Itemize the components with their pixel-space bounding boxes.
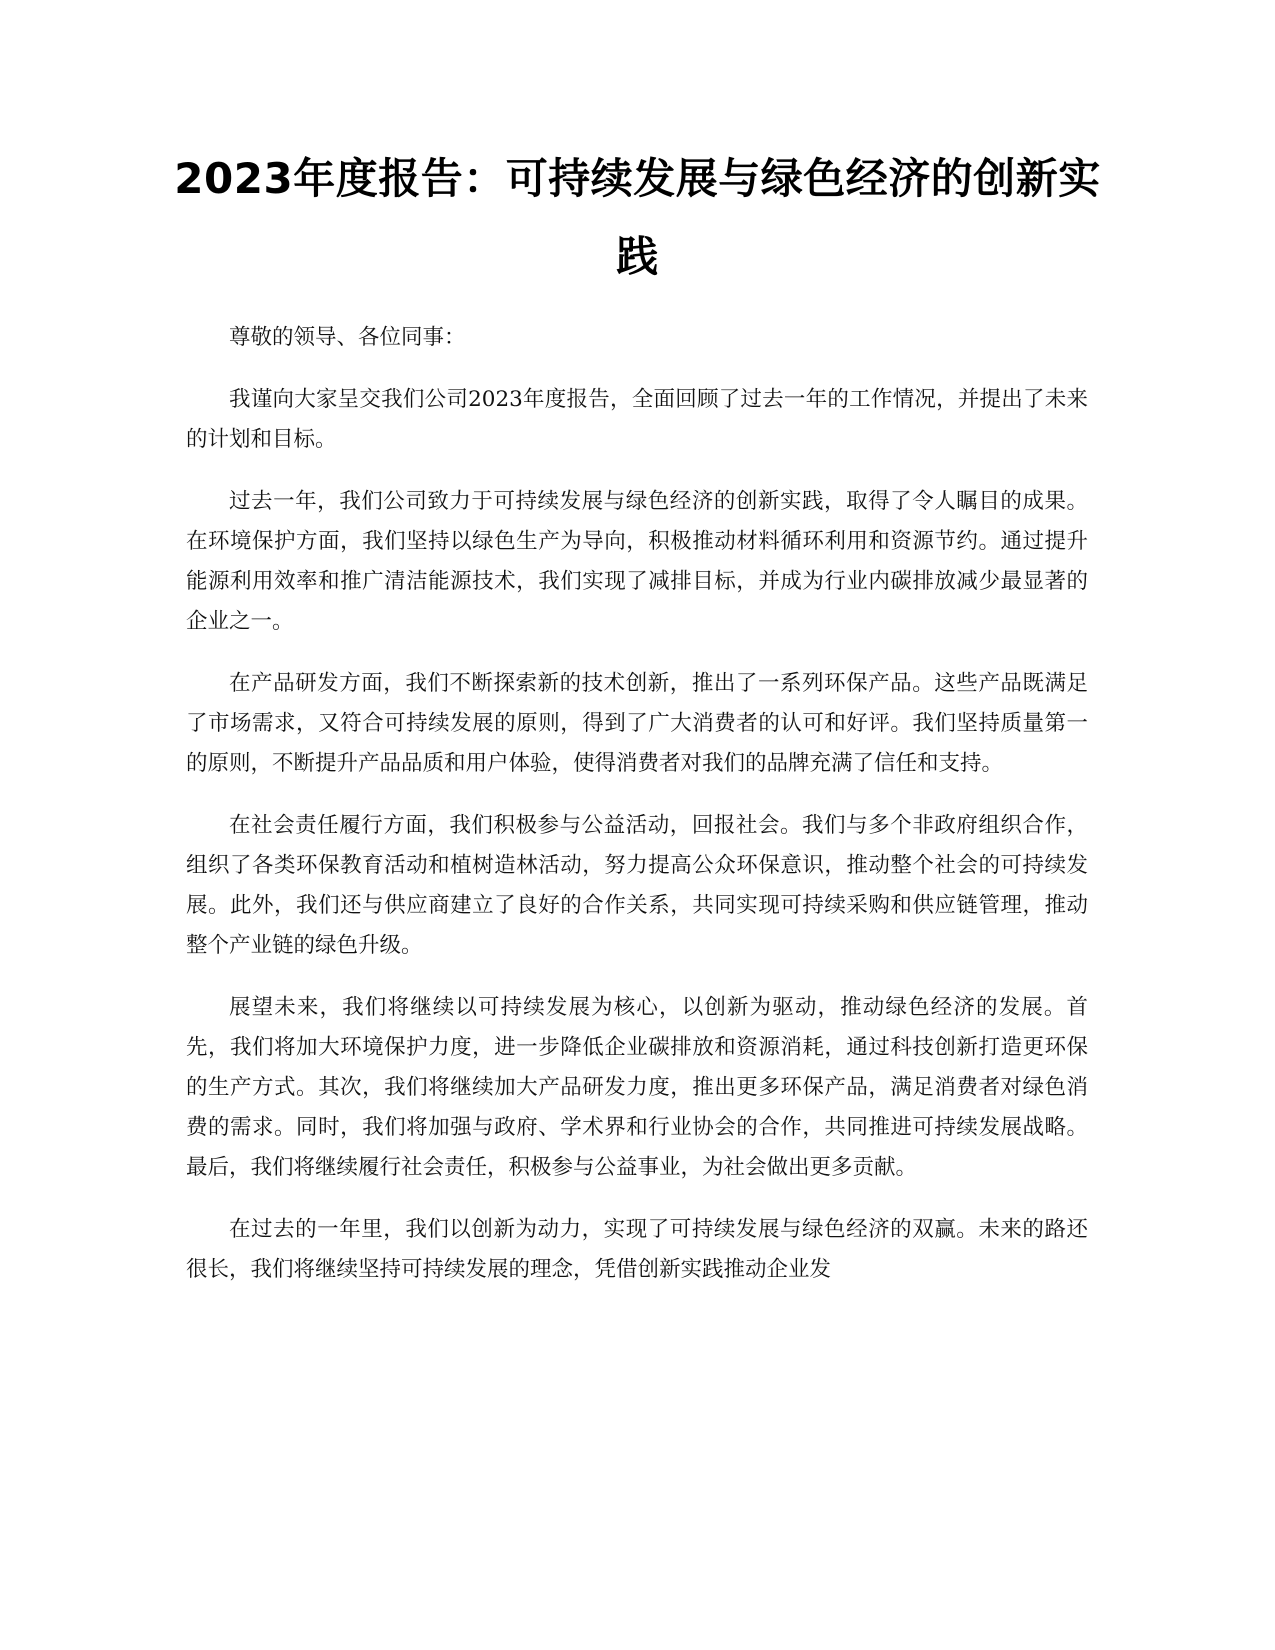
document-body: [186, 318, 1088, 1312]
body-paragraph: 展望未来，我们将继续以可持续发展为核心，以创新为驱动，推动绿色经济的发展。首先，我们将加大环境保护力度，进一步降低企业碳排放和资源消耗，通过科技创新打造更环保的生产方式。其次，我们将继续加大产品研发力度，推出更多环保产品，满足消费者对绿色消费的需求。同时，我们将加强与政府、学术界和行业协会的合作，共同推进可持续发展战略。最后，我们将继续履行社会责任，积极参与公益事业，为社会做出更多贡献。: [186, 995, 1088, 1180]
salutation-paragraph: 尊敬的领导、各位同事：: [229, 325, 466, 350]
document-title: 2023年度报告：可持续发展与绿色经济的创新实践: [174, 154, 1101, 281]
body-paragraph: 在社会责任履行方面，我们积极参与公益活动，回报社会。我们与多个非政府组织合作，组织了各类环保教育活动和植树造林活动，努力提高公众环保意识，推动整个社会的可持续发展。此外，我们还与供应商建立了良好的合作关系，共同实现可持续采购和供应链管理，推动整个产业链的绿色升级。: [186, 813, 1088, 958]
body-paragraph: 过去一年，我们公司致力于可持续发展与绿色经济的创新实践，取得了令人瞩目的成果。在环境保护方面，我们坚持以绿色生产为导向，积极推动材料循环利用和资源节约。通过提升能源利用效率和推广清洁能源技术，我们实现了减排目标，并成为行业内碳排放减少最显著的企业之一。: [186, 489, 1088, 634]
body-paragraph: 在产品研发方面，我们不断探索新的技术创新，推出了一系列环保产品。这些产品既满足了市场需求，又符合可持续发展的原则，得到了广大消费者的认可和好评。我们坚持质量第一的原则，不断提升产品品质和用户体验，使得消费者对我们的品牌充满了信任和支持。: [186, 671, 1088, 776]
body-paragraph: 我谨向大家呈交我们公司2023年度报告，全面回顾了过去一年的工作情况，并提出了未来的计划和目标。: [186, 387, 1088, 452]
body-paragraph: 在过去的一年里，我们以创新为动力，实现了可持续发展与绿色经济的双赢。未来的路还很长，我们将继续坚持可持续发展的理念，凭借创新实践推动企业发: [186, 1217, 1088, 1282]
